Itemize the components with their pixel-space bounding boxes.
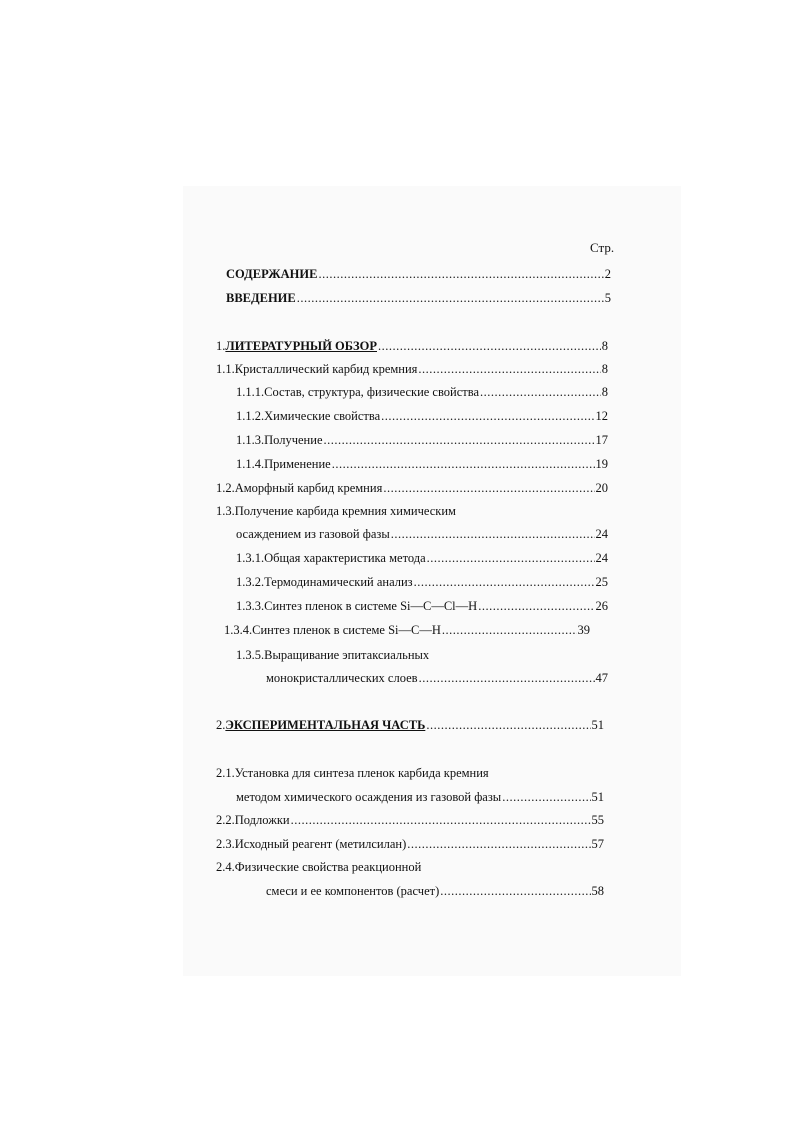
toc-entry-title: 1.1.4.Применение [236,457,331,471]
toc-entry-title: 1.1.2.Химические свойства [236,409,381,423]
toc-entry-title: 1.1.3.Получение [236,433,323,447]
toc-page-number: 8 [601,385,608,399]
toc-entry-title: 1.1.1.Состав, структура, физические свойства [236,385,480,399]
toc-chapter-number: 1. [216,339,226,353]
page-column-label: Стр. [590,240,615,255]
toc-page-number: 51 [591,718,604,732]
toc-page-number: 55 [591,813,604,827]
toc-entry-2-4-line1: 2.4.Физические свойства реакционной [216,860,422,874]
dot-leader [426,717,590,733]
toc-page-number: 25 [595,575,608,589]
dot-leader [480,384,601,400]
toc-entry-title: 1.1.Кристаллический карбид кремния [216,362,418,376]
toc-page-number: 19 [595,457,608,471]
toc-entry-1-3-2[interactable] [236,574,608,590]
toc-entry-1-3[interactable] [236,526,608,542]
toc-entry-2-1-line1: 2.1.Установка для синтеза пленок карбида кремния [216,766,489,780]
toc-entry-2-4[interactable] [266,883,604,899]
toc-entry-1-3-line1: 1.3.Получение карбида кремния химическим [216,504,456,518]
toc-page-number: 20 [595,481,608,495]
toc-entry-1-2[interactable] [216,480,608,496]
dot-leader [332,456,595,472]
toc-entry-contents[interactable] [226,266,611,282]
toc-entry-1-3-3[interactable] [236,598,608,614]
dot-leader [418,361,600,377]
toc-entry-title: 1.3.2.Термодинамический анализ [236,575,413,589]
dot-leader [378,338,601,354]
toc-entry-title: 1.3.3.Синтез пленок в системе Si—C—Cl—H [236,599,478,613]
dot-leader [419,670,595,686]
toc-page-number: 24 [595,551,608,565]
dot-leader [324,432,595,448]
toc-chapter-2[interactable] [216,717,604,733]
toc-entry-title: 1.3.4.Синтез пленок в системе Si—C—H [224,623,441,637]
toc-entry-title: 2.2.Подложки [216,813,290,827]
toc-entry-title: ВВЕДЕНИЕ [226,291,296,305]
dot-leader [414,574,595,590]
toc-entry-1-3-5-line1: 1.3.5.Выращивание эпитаксиальных [236,648,430,662]
toc-entry-title: методом химического осаждения из газовой фазы [236,790,502,804]
toc-entry-1-3-5[interactable] [266,670,608,686]
dot-leader [427,550,595,566]
toc-page-number: 17 [595,433,608,447]
toc-entry-1-1-4[interactable] [236,456,608,472]
dot-leader [297,290,604,306]
toc-entry-1-1-1[interactable] [236,384,608,400]
toc-entry-title: осаждением из газовой фазы [236,527,390,541]
toc-entry-1-1[interactable] [216,361,608,377]
toc-entry-title: 1.2.Аморфный карбид кремния [216,481,383,495]
toc-entry-1-1-2[interactable] [236,408,608,424]
dot-leader [291,812,591,828]
toc-entry-title: СОДЕРЖАНИЕ [226,267,318,281]
toc-chapter-title: ЛИТЕРАТУРНЫЙ ОБЗОР [225,339,377,353]
dot-leader [381,408,594,424]
toc-page-number: 39 [577,623,590,637]
toc-page-number: 5 [604,291,611,305]
toc-page-number: 12 [595,409,608,423]
toc-entry-title: 1.3.1.Общая характеристика метода [236,551,426,565]
toc-entry-title: монокристаллических слоев [266,671,418,685]
toc-page-number: 51 [591,790,604,804]
toc-page-number: 8 [601,362,608,376]
dot-leader [502,789,590,805]
toc-entry-intro[interactable] [226,290,611,306]
toc-entry-2-2[interactable] [216,812,604,828]
toc-entry-1-1-3[interactable] [236,432,608,448]
toc-entry-title: смеси и ее компонентов (расчет) [266,884,440,898]
toc-chapter-number: 2. [216,718,226,732]
toc-page-number: 8 [601,339,608,353]
toc-page-number: 47 [595,671,608,685]
dot-leader [318,266,603,282]
toc-page-number: 57 [591,837,604,851]
dot-leader [440,883,590,899]
toc-chapter-title: ЭКСПЕРИМЕНТАЛЬНАЯ ЧАСТЬ [225,718,426,732]
toc-entry-2-1[interactable] [236,789,604,805]
toc-page-number: 24 [595,527,608,541]
dot-leader [407,836,590,852]
toc-page-number: 26 [595,599,608,613]
toc-entry-1-3-1[interactable] [236,550,608,566]
dot-leader [478,598,594,614]
dot-leader [391,526,595,542]
toc-entry-1-3-4[interactable] [224,622,590,638]
dot-leader [383,480,594,496]
toc-entry-title: 2.3.Исходный реагент (метилсилан) [216,837,407,851]
dot-leader [442,622,577,638]
toc-page-number: 2 [604,267,611,281]
toc-chapter-1[interactable] [216,338,608,354]
toc-entry-2-3[interactable] [216,836,604,852]
toc-page-number: 58 [591,884,604,898]
